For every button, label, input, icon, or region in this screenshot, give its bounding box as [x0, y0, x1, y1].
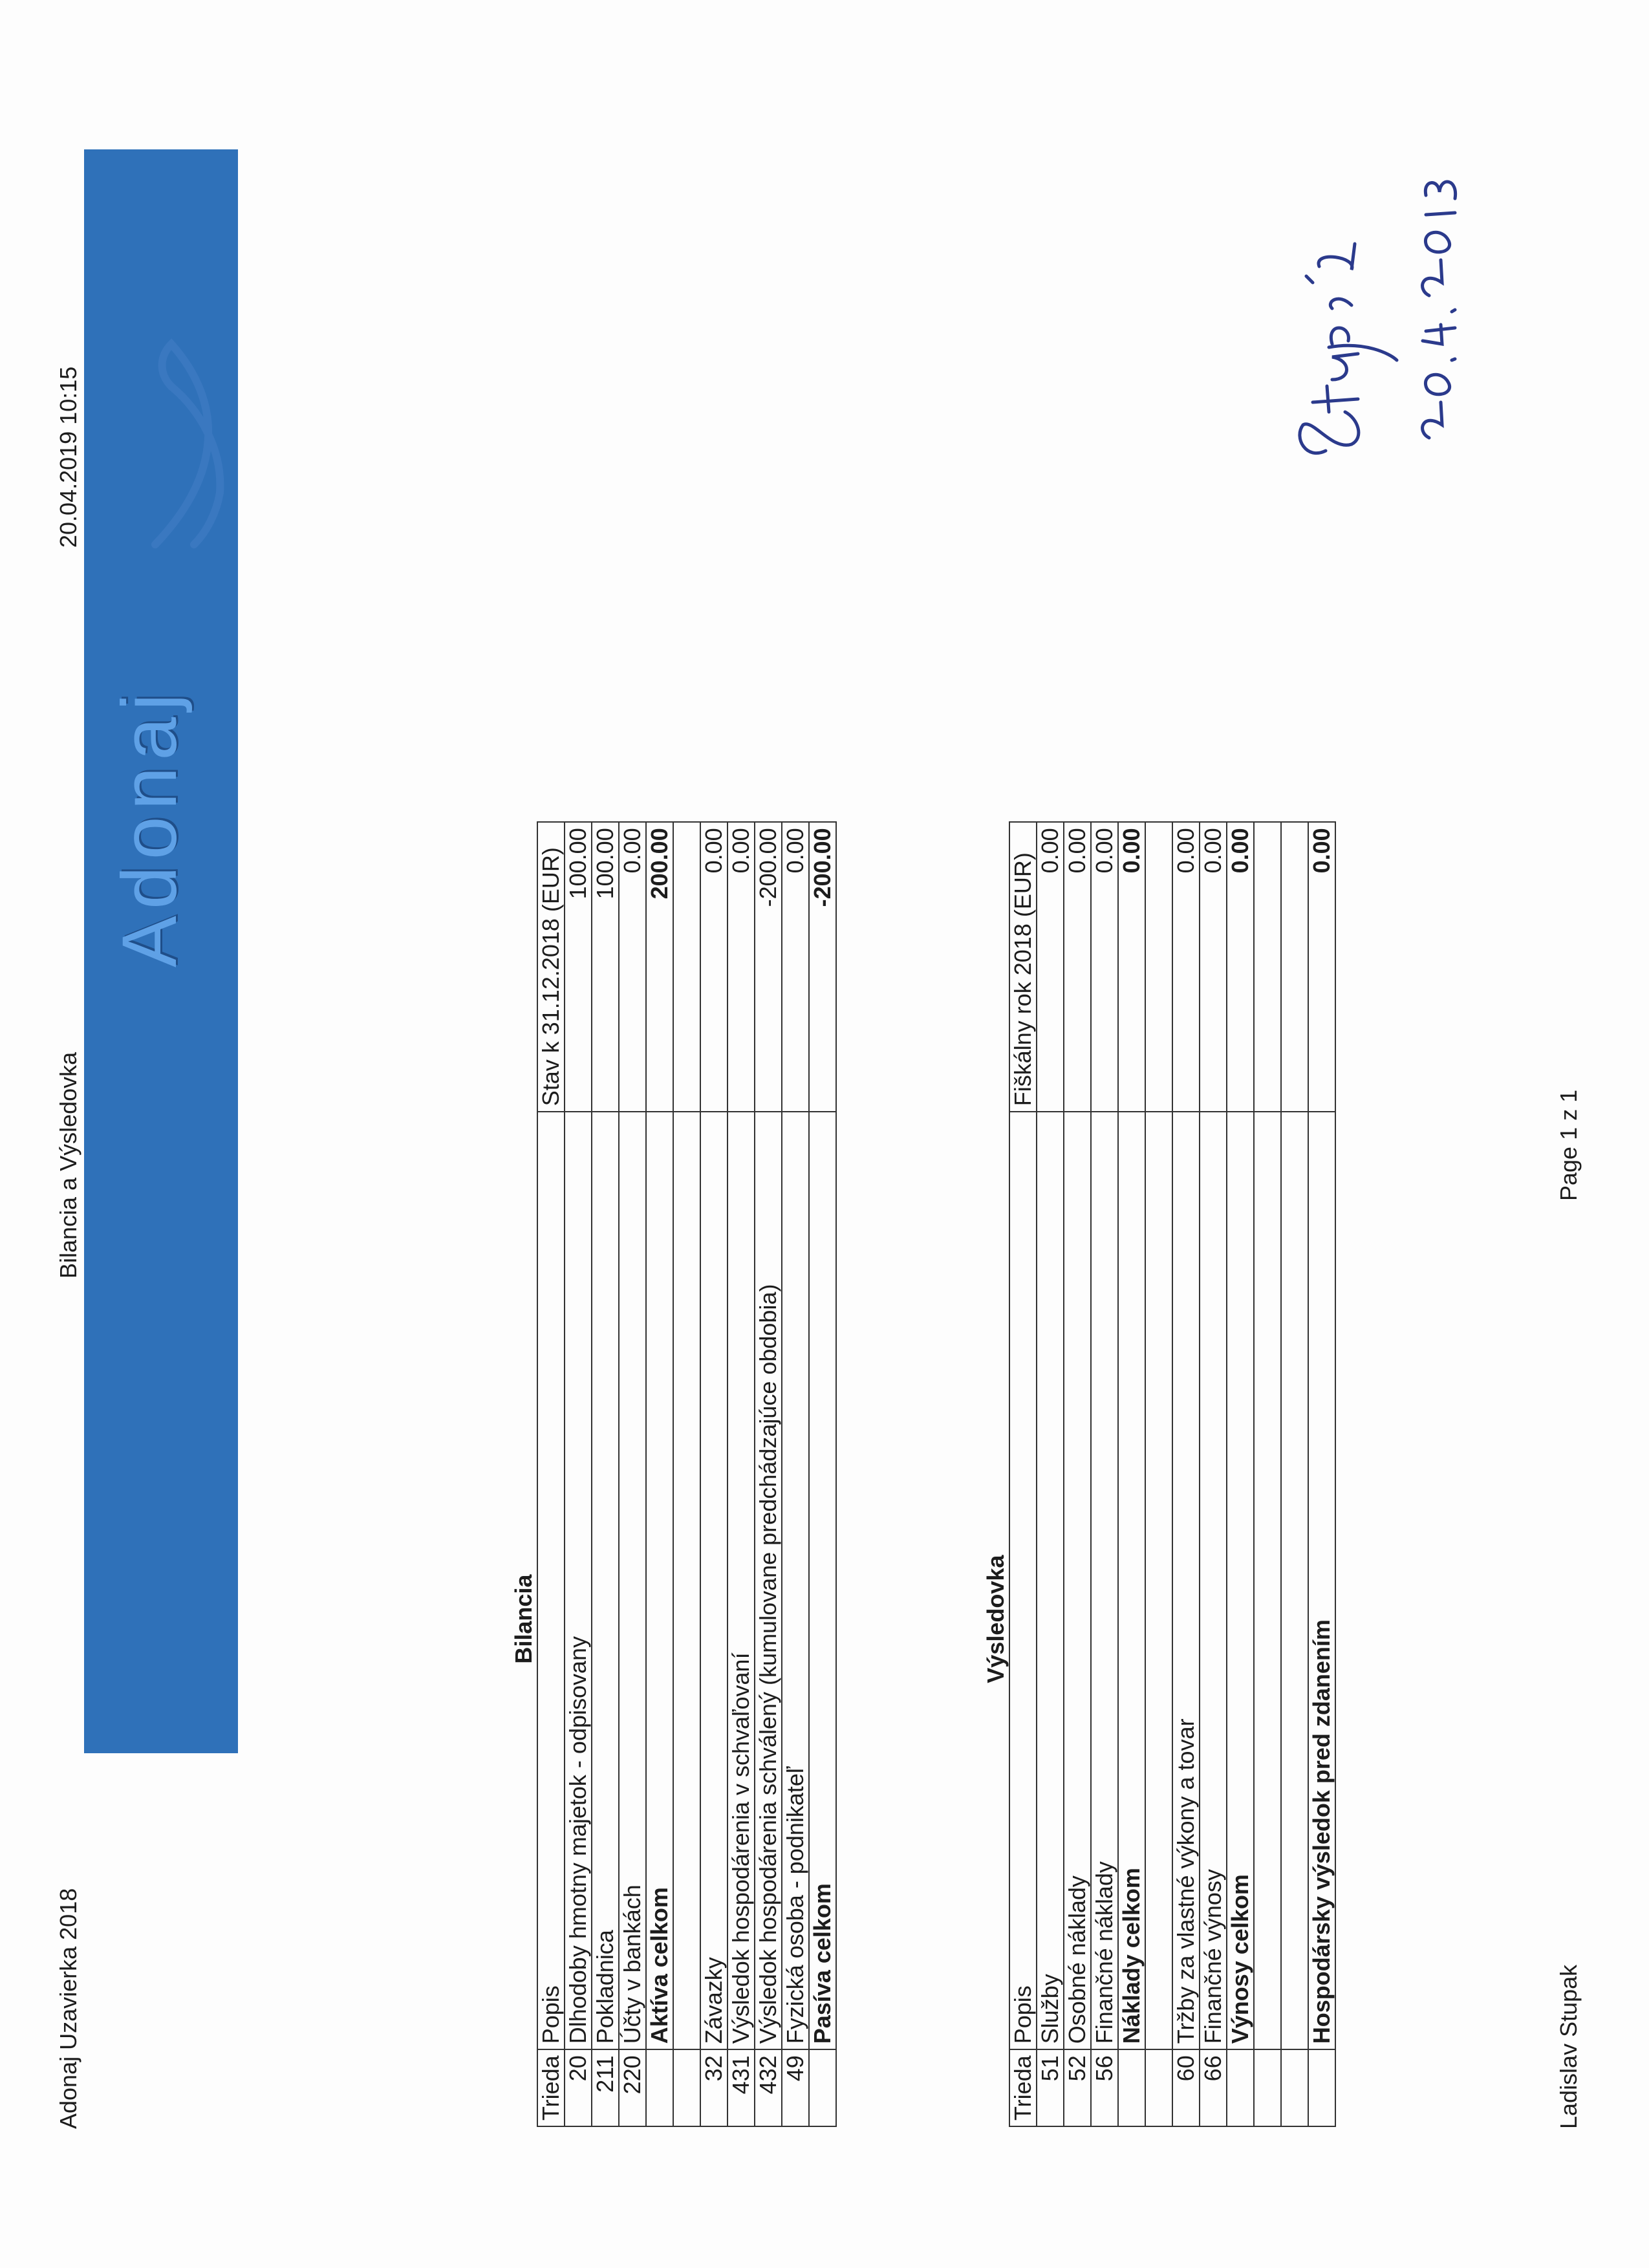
- trieda-cell: 32: [700, 2049, 727, 2126]
- spacer-row: [673, 822, 700, 2126]
- vysledovka-table: [983, 821, 1336, 2127]
- col-trieda: Trieda: [537, 2049, 565, 2126]
- trieda-cell: 60: [1172, 2049, 1200, 2126]
- trieda-cell: 49: [782, 2049, 809, 2126]
- table-row: [1200, 822, 1227, 2126]
- popis-cell: Závazky: [700, 1112, 727, 2049]
- table-row: [700, 822, 727, 2126]
- footer-page-number: Page 1 z 1: [1555, 1089, 1582, 1201]
- table-row: [755, 822, 782, 2126]
- value-cell: 0.00: [619, 822, 646, 1112]
- popis-cell: Osobné náklady: [1064, 1112, 1091, 2049]
- header-report-name: Adonaj Uzavierka 2018: [55, 1888, 81, 2129]
- spacer-row: [1281, 822, 1308, 2126]
- value-cell: 0.00: [782, 822, 809, 1112]
- value-cell: 0.00: [1200, 822, 1227, 1112]
- table-row: [727, 822, 755, 2126]
- hv-value: 0.00: [1308, 822, 1335, 1112]
- trieda-cell: 220: [619, 2049, 646, 2126]
- popis-cell: Finančné výnosy: [1200, 1112, 1227, 2049]
- trieda-cell: 20: [565, 2049, 592, 2126]
- popis-cell: Dlhodoby hmotny majetok - odpisovany: [565, 1112, 592, 2049]
- trieda-cell: 431: [727, 2049, 755, 2126]
- popis-cell: Účty v bankách: [619, 1112, 646, 2049]
- col-trieda: Trieda: [1009, 2049, 1037, 2126]
- table-row: [1037, 822, 1064, 2126]
- aktiva-value: 200.00: [646, 822, 673, 1112]
- header-report-title: Bilancia a Výsledovka: [55, 1052, 81, 1279]
- footer-author: Ladislav Stupak: [1555, 1964, 1582, 2129]
- spacer-row: [1145, 822, 1172, 2126]
- total-row: [646, 822, 673, 2126]
- popis-cell: Fyzická osoba - podnikateľ: [782, 1112, 809, 2049]
- col-popis: Popis: [537, 1112, 565, 2049]
- naklady-label: Náklady celkom: [1118, 1112, 1145, 2049]
- banner-title: Adonaj: [106, 687, 193, 967]
- col-stav: Stav k 31.12.2018 (EUR): [537, 822, 565, 1112]
- popis-cell: Finančné náklady: [1091, 1112, 1118, 2049]
- popis-cell: Výsledok hospodárenia schválený (kumulovane predchádzajúce obdobia): [755, 1112, 782, 2049]
- pasiva-label: Pasíva celkom: [809, 1112, 836, 2049]
- value-cell: 100.00: [565, 822, 592, 1112]
- pasiva-value: -200.00: [809, 822, 836, 1112]
- trieda-cell: 56: [1091, 2049, 1118, 2126]
- table-row: [565, 822, 592, 2126]
- header-timestamp: 20.04.2019 10:15: [55, 366, 81, 548]
- total-row: [1118, 822, 1145, 2126]
- trieda-cell: 51: [1037, 2049, 1064, 2126]
- total-row: [809, 822, 836, 2126]
- col-popis: Popis: [1009, 1112, 1037, 2049]
- table-row: [619, 822, 646, 2126]
- handwritten-signature: [1267, 140, 1487, 464]
- naklady-value: 0.00: [1118, 822, 1145, 1112]
- trieda-cell: 432: [755, 2049, 782, 2126]
- vynosy-value: 0.00: [1227, 822, 1254, 1112]
- table-header-row: [537, 822, 565, 2126]
- table-header-row: [1009, 822, 1037, 2126]
- value-cell: 0.00: [700, 822, 727, 1112]
- hv-label: Hospodársky výsledok pred zdanením: [1308, 1112, 1335, 2049]
- value-cell: 0.00: [1091, 822, 1118, 1112]
- value-cell: 100.00: [592, 822, 619, 1112]
- table-row: [1091, 822, 1118, 2126]
- table-row: [1064, 822, 1091, 2126]
- fish-icon: [146, 331, 233, 551]
- total-row: [1227, 822, 1254, 2126]
- col-rok: Fiškálny rok 2018 (EUR): [1009, 822, 1037, 1112]
- vysledovka-title: Výsledovka: [982, 1555, 1009, 1683]
- bilancia-title: Bilancia: [510, 1574, 537, 1664]
- popis-cell: Pokladnica: [592, 1112, 619, 2049]
- trieda-cell: 66: [1200, 2049, 1227, 2126]
- value-cell: 0.00: [1172, 822, 1200, 1112]
- aktiva-label: Aktíva celkom: [646, 1112, 673, 2049]
- value-cell: 0.00: [727, 822, 755, 1112]
- table-row: [1172, 822, 1200, 2126]
- popis-cell: Služby: [1037, 1112, 1064, 2049]
- bilancia-table: [511, 821, 837, 2127]
- trieda-cell: 52: [1064, 2049, 1091, 2126]
- vynosy-label: Výnosy celkom: [1227, 1112, 1254, 2049]
- trieda-cell: 211: [592, 2049, 619, 2126]
- table-row: [782, 822, 809, 2126]
- value-cell: 0.00: [1064, 822, 1091, 1112]
- value-cell: 0.00: [1037, 822, 1064, 1112]
- result-row: [1308, 822, 1335, 2126]
- spacer-row: [1254, 822, 1281, 2126]
- table-row: [592, 822, 619, 2126]
- popis-cell: Tržby za vlastné výkony a tovar: [1172, 1112, 1200, 2049]
- popis-cell: Výsledok hospodárenia v schvaľovaní: [727, 1112, 755, 2049]
- value-cell: -200.00: [755, 822, 782, 1112]
